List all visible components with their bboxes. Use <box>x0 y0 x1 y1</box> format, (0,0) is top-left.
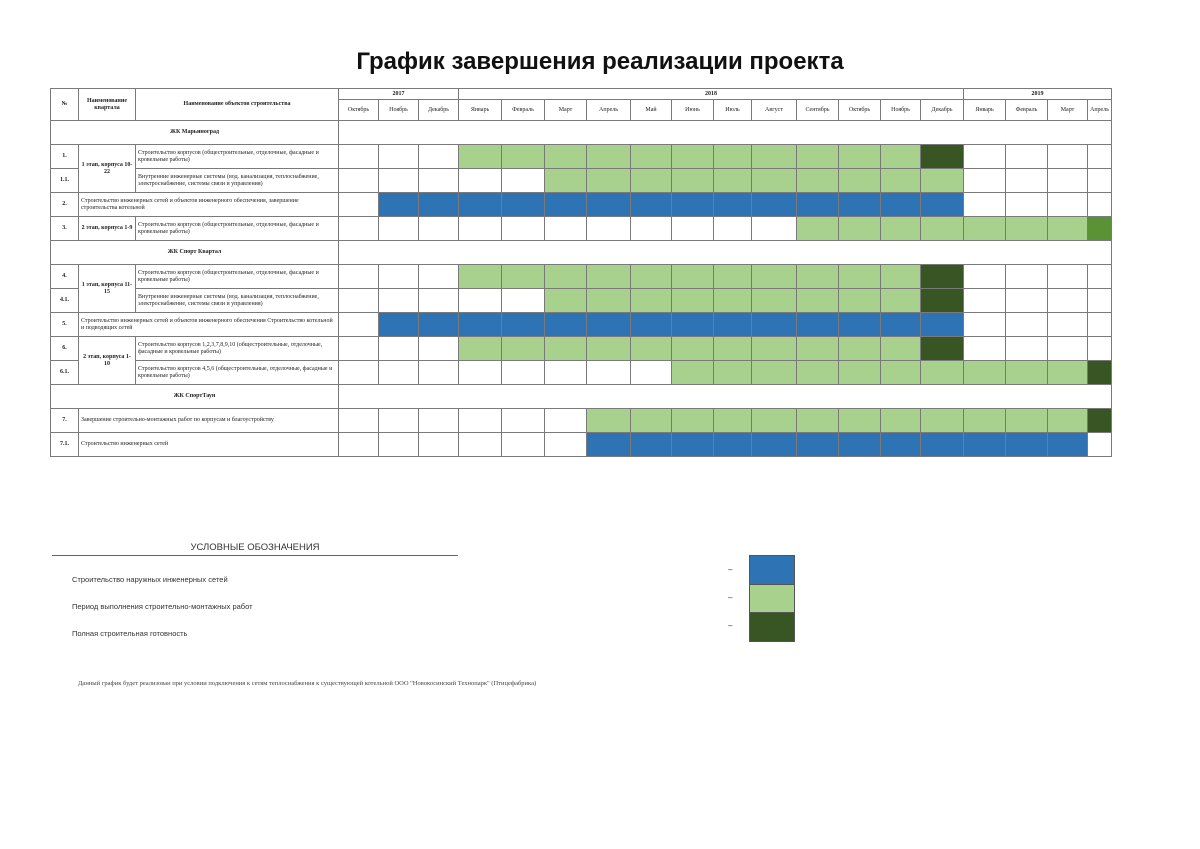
schedule-row <box>51 361 1112 385</box>
gantt-cell-empty <box>339 313 379 337</box>
gantt-cell-empty <box>1088 169 1112 193</box>
row-number: 7. <box>51 409 79 433</box>
schedule-row <box>51 313 1112 337</box>
row-description: Строительство корпусов (общестроительные, отделочные, фасадные и кровельные работы) <box>136 217 339 241</box>
header-month: Май <box>631 100 672 121</box>
gantt-bar-cell <box>881 169 921 193</box>
gantt-bar-cell <box>1006 433 1048 457</box>
gantt-cell-empty <box>339 337 379 361</box>
gantt-cell-empty <box>459 361 502 385</box>
header-month: Декабрь <box>419 100 459 121</box>
row-description: Строительство инженерных сетей и объектов инженерного обеспечения, завершение строительства котельной <box>79 193 339 217</box>
section-row <box>51 385 1112 409</box>
gantt-bar-cell <box>587 313 631 337</box>
gantt-bar-cell <box>714 193 752 217</box>
gantt-bar-cell <box>964 409 1006 433</box>
gantt-bar-cell <box>419 193 459 217</box>
header-month: Октябрь <box>339 100 379 121</box>
gantt-cell-empty <box>379 361 419 385</box>
gantt-cell-empty <box>339 361 379 385</box>
header-month: Март <box>1048 100 1088 121</box>
gantt-cell-empty <box>379 217 419 241</box>
gantt-bar-cell <box>964 433 1006 457</box>
gantt-cell-empty <box>587 217 631 241</box>
gantt-cell-empty <box>1048 145 1088 169</box>
gantt-cell-empty <box>459 289 502 313</box>
gantt-bar-cell <box>752 145 797 169</box>
gantt-bar-cell <box>714 145 752 169</box>
gantt-cell-empty <box>419 265 459 289</box>
gantt-bar-cell <box>752 265 797 289</box>
gantt-bar-cell <box>752 289 797 313</box>
gantt-bar-cell <box>672 409 714 433</box>
gantt-bar-cell <box>881 313 921 337</box>
gantt-bar-cell <box>797 433 839 457</box>
gantt-cell-empty <box>502 361 545 385</box>
gantt-bar-cell <box>714 313 752 337</box>
gantt-bar-cell <box>502 337 545 361</box>
legend-swatch-ready <box>749 612 795 642</box>
header-month: Апрель <box>587 100 631 121</box>
gantt-bar-cell <box>502 193 545 217</box>
gantt-bar-cell <box>839 337 881 361</box>
gantt-bar-cell <box>672 433 714 457</box>
section-spacer <box>339 385 1112 409</box>
header-objects: Наименование объектов строительства <box>136 89 339 121</box>
gantt-cell-empty <box>459 217 502 241</box>
gantt-bar-cell <box>839 361 881 385</box>
row-description: Строительство инженерных сетей <box>79 433 339 457</box>
gantt-bar-cell <box>545 193 587 217</box>
gantt-bar-cell <box>672 193 714 217</box>
gantt-bar-cell <box>881 217 921 241</box>
gantt-bar-cell <box>631 289 672 313</box>
gantt-bar-cell <box>672 361 714 385</box>
gantt-cell-empty <box>379 433 419 457</box>
header-month: Октябрь <box>839 100 881 121</box>
row-number: 2. <box>51 193 79 217</box>
header-month: Июль <box>714 100 752 121</box>
legend-dash-construction: – <box>728 593 733 602</box>
gantt-cell-empty <box>1048 193 1088 217</box>
schedule-row <box>51 217 1112 241</box>
header-month: Ноябрь <box>881 100 921 121</box>
gantt-bar-cell <box>839 217 881 241</box>
row-number: 1. <box>51 145 79 169</box>
gantt-bar-cell <box>502 145 545 169</box>
gantt-bar-cell <box>881 433 921 457</box>
header-year-2018: 2018 <box>459 89 964 100</box>
row-description: Строительство корпусов 4,5,6 (общестроительные, отделочные, фасадные и кровельные работы) <box>136 361 339 385</box>
gantt-cell-empty <box>1088 433 1112 457</box>
gantt-bar-cell <box>631 409 672 433</box>
gantt-cell-empty <box>1048 313 1088 337</box>
gantt-bar-cell <box>881 193 921 217</box>
gantt-bar-cell <box>631 265 672 289</box>
section-row <box>51 241 1112 265</box>
gantt-bar-cell <box>921 409 964 433</box>
gantt-cell-empty <box>545 433 587 457</box>
gantt-bar-cell <box>631 313 672 337</box>
gantt-bar-cell <box>631 337 672 361</box>
gantt-cell-empty <box>339 289 379 313</box>
gantt-bar-cell <box>964 217 1006 241</box>
gantt-bar-cell <box>419 313 459 337</box>
gantt-bar-cell <box>545 289 587 313</box>
gantt-bar-cell <box>1048 433 1088 457</box>
header-year-row <box>51 89 1112 100</box>
gantt-bar-cell <box>797 337 839 361</box>
gantt-bar-cell <box>921 145 964 169</box>
gantt-cell-empty <box>379 409 419 433</box>
row-quarter: 1 этап, корпуса 11-15 <box>79 265 136 313</box>
gantt-bar-cell <box>752 169 797 193</box>
gantt-cell-empty <box>1006 289 1048 313</box>
gantt-bar-cell <box>502 313 545 337</box>
gantt-cell-empty <box>339 265 379 289</box>
gantt-cell-empty <box>1006 313 1048 337</box>
gantt-bar-cell <box>714 361 752 385</box>
gantt-cell-empty <box>379 169 419 193</box>
gantt-cell-empty <box>1088 265 1112 289</box>
gantt-bar-cell <box>459 145 502 169</box>
row-description: Строительство корпусов (общестроительные, отделочные, фасадные и кровельные работы) <box>136 145 339 169</box>
gantt-bar-cell <box>672 313 714 337</box>
header-month: Июнь <box>672 100 714 121</box>
gantt-bar-cell <box>631 193 672 217</box>
gantt-bar-cell <box>839 265 881 289</box>
gantt-bar-cell <box>1006 361 1048 385</box>
gantt-bar-cell <box>714 169 752 193</box>
gantt-bar-cell <box>587 337 631 361</box>
gantt-bar-cell <box>1006 217 1048 241</box>
gantt-cell-empty <box>379 289 419 313</box>
gantt-cell-empty <box>419 217 459 241</box>
row-description: Завершение строительно-монтажных работ по корпусам и благоустройству <box>79 409 339 433</box>
gantt-bar-cell <box>964 361 1006 385</box>
gantt-cell-empty <box>964 145 1006 169</box>
row-description: Строительство корпусов 1,2,3,7,8,9,10 (общестроительные, отделочные, фасадные и кровельные работы) <box>136 337 339 361</box>
gantt-cell-empty <box>419 289 459 313</box>
schedule-row <box>51 433 1112 457</box>
legend-dash-networks: – <box>728 565 733 574</box>
gantt-cell-empty <box>1006 169 1048 193</box>
row-quarter: 2 этап, корпуса 1-10 <box>79 337 136 385</box>
schedule-row <box>51 169 1112 193</box>
gantt-bar-cell <box>752 337 797 361</box>
gantt-bar-cell <box>587 289 631 313</box>
row-number: 5. <box>51 313 79 337</box>
gantt-cell-empty <box>339 217 379 241</box>
row-number: 4.1. <box>51 289 79 313</box>
row-number: 1.1. <box>51 169 79 193</box>
gantt-cell-empty <box>419 361 459 385</box>
gantt-cell-empty <box>502 217 545 241</box>
gantt-bar-cell <box>1048 361 1088 385</box>
gantt-bar-cell <box>797 145 839 169</box>
gantt-cell-empty <box>964 337 1006 361</box>
gantt-cell-empty <box>419 169 459 193</box>
gantt-bar-cell <box>672 337 714 361</box>
gantt-cell-empty <box>1006 265 1048 289</box>
gantt-cell-empty <box>964 265 1006 289</box>
gantt-cell-empty <box>1006 193 1048 217</box>
gantt-bar-cell <box>797 193 839 217</box>
gantt-bar-cell <box>379 193 419 217</box>
schedule-row <box>51 265 1112 289</box>
gantt-bar-cell <box>881 289 921 313</box>
gantt-cell-empty <box>502 409 545 433</box>
gantt-bar-cell <box>459 313 502 337</box>
gantt-bar-cell <box>839 169 881 193</box>
gantt-cell-empty <box>419 145 459 169</box>
gantt-cell-empty <box>587 361 631 385</box>
gantt-cell-empty <box>339 193 379 217</box>
gantt-bar-cell <box>1088 361 1112 385</box>
gantt-cell-empty <box>419 433 459 457</box>
gantt-bar-cell <box>797 217 839 241</box>
gantt-cell-empty <box>339 145 379 169</box>
gantt-cell-empty <box>502 289 545 313</box>
gantt-bar-cell <box>587 409 631 433</box>
gantt-cell-empty <box>1048 337 1088 361</box>
gantt-cell-empty <box>339 169 379 193</box>
row-description: Строительство корпусов (общестроительные, отделочные, фасадные и кровельные работы) <box>136 265 339 289</box>
gantt-cell-empty <box>752 217 797 241</box>
gantt-bar-cell <box>1088 217 1112 241</box>
gantt-bar-cell <box>797 289 839 313</box>
gantt-cell-empty <box>1048 265 1088 289</box>
gantt-bar-cell <box>797 361 839 385</box>
gantt-bar-cell <box>672 289 714 313</box>
gantt-cell-empty <box>1088 337 1112 361</box>
gantt-bar-cell <box>921 265 964 289</box>
section-title: ЖК СпортТаун <box>51 385 339 409</box>
gantt-cell-empty <box>379 145 419 169</box>
gantt-bar-cell <box>921 217 964 241</box>
gantt-cell-empty <box>631 361 672 385</box>
gantt-cell-empty <box>1048 289 1088 313</box>
gantt-bar-cell <box>921 361 964 385</box>
gantt-cell-empty <box>964 313 1006 337</box>
gantt-bar-cell <box>921 193 964 217</box>
gantt-bar-cell <box>881 361 921 385</box>
gantt-cell-empty <box>964 169 1006 193</box>
row-quarter: 1 этап, корпуса 10-22 <box>79 145 136 193</box>
schedule-row <box>51 337 1112 361</box>
row-number: 3. <box>51 217 79 241</box>
legend-label-networks: Строительство наружных инженерных сетей <box>72 575 228 584</box>
gantt-bar-cell <box>587 265 631 289</box>
section-title: ЖК Марьиноград <box>51 121 339 145</box>
gantt-bar-cell <box>921 169 964 193</box>
gantt-cell-empty <box>459 409 502 433</box>
gantt-bar-cell <box>587 169 631 193</box>
gantt-cell-empty <box>964 289 1006 313</box>
gantt-bar-cell <box>672 145 714 169</box>
gantt-bar-cell <box>545 169 587 193</box>
gantt-cell-empty <box>1048 169 1088 193</box>
gantt-bar-cell <box>631 145 672 169</box>
legend-dash-ready: – <box>728 621 733 630</box>
gantt-bar-cell <box>839 433 881 457</box>
row-description: Внутренние инженерные системы (вод. канализация, теплоснабжение, электроснабжение, системы связи и управления) <box>136 169 339 193</box>
row-number: 6.1. <box>51 361 79 385</box>
gantt-bar-cell <box>545 337 587 361</box>
gantt-bar-cell <box>881 265 921 289</box>
gantt-cell-empty <box>502 169 545 193</box>
schedule-row <box>51 409 1112 433</box>
gantt-bar-cell <box>714 265 752 289</box>
gantt-bar-cell <box>1048 409 1088 433</box>
gantt-bar-cell <box>714 337 752 361</box>
gantt-bar-cell <box>797 169 839 193</box>
header-month: Декабрь <box>921 100 964 121</box>
gantt-bar-cell <box>1088 409 1112 433</box>
row-number: 7.1. <box>51 433 79 457</box>
gantt-bar-cell <box>921 433 964 457</box>
gantt-bar-cell <box>587 145 631 169</box>
gantt-cell-empty <box>1088 289 1112 313</box>
legend-title: УСЛОВНЫЕ ОБОЗНАЧЕНИЯ <box>52 542 458 556</box>
gantt-bar-cell <box>459 265 502 289</box>
gantt-bar-cell <box>839 409 881 433</box>
row-quarter: 2 этап, корпуса 1-9 <box>79 217 136 241</box>
gantt-bar-cell <box>714 409 752 433</box>
gantt-schedule-table <box>50 88 1112 457</box>
gantt-cell-empty <box>339 433 379 457</box>
gantt-bar-cell <box>839 289 881 313</box>
header-month: Февраль <box>502 100 545 121</box>
gantt-bar-cell <box>587 433 631 457</box>
legend-label-construction: Период выполнения строительно-монтажных работ <box>72 602 253 611</box>
schedule-row <box>51 289 1112 313</box>
gantt-cell-empty <box>1006 145 1048 169</box>
gantt-bar-cell <box>752 193 797 217</box>
page-title: График завершения реализации проекта <box>356 48 844 75</box>
gantt-cell-empty <box>502 433 545 457</box>
section-spacer <box>339 241 1112 265</box>
gantt-cell-empty <box>419 409 459 433</box>
gantt-bar-cell <box>502 265 545 289</box>
gantt-bar-cell <box>459 337 502 361</box>
schedule-row <box>51 145 1112 169</box>
gantt-cell-empty <box>459 433 502 457</box>
gantt-cell-empty <box>1006 337 1048 361</box>
gantt-cell-empty <box>631 217 672 241</box>
gantt-bar-cell <box>1006 409 1048 433</box>
gantt-bar-cell <box>1048 217 1088 241</box>
gantt-bar-cell <box>881 337 921 361</box>
gantt-bar-cell <box>921 337 964 361</box>
header-month: Ноябрь <box>379 100 419 121</box>
gantt-bar-cell <box>881 145 921 169</box>
gantt-bar-cell <box>587 193 631 217</box>
header-month: Январь <box>459 100 502 121</box>
legend-label-ready: Полная строительная готовность <box>72 629 188 638</box>
gantt-bar-cell <box>672 265 714 289</box>
gantt-bar-cell <box>752 433 797 457</box>
gantt-bar-cell <box>797 265 839 289</box>
footnote: Данный график будет реализован при условии подключения к сетям теплоснабжения к существующей котельной ООО "Новокосинский Технопарк" (Птицефабрика) <box>78 680 537 687</box>
header-year-2017: 2017 <box>339 89 459 100</box>
gantt-bar-cell <box>545 313 587 337</box>
header-month: Апрель <box>1088 100 1112 121</box>
gantt-cell-empty <box>545 361 587 385</box>
row-number: 4. <box>51 265 79 289</box>
gantt-cell-empty <box>545 217 587 241</box>
gantt-bar-cell <box>752 361 797 385</box>
gantt-bar-cell <box>631 169 672 193</box>
gantt-cell-empty <box>379 337 419 361</box>
gantt-bar-cell <box>839 193 881 217</box>
gantt-bar-cell <box>839 145 881 169</box>
gantt-bar-cell <box>545 265 587 289</box>
gantt-bar-cell <box>797 313 839 337</box>
gantt-bar-cell <box>839 313 881 337</box>
gantt-bar-cell <box>545 145 587 169</box>
gantt-cell-empty <box>459 169 502 193</box>
gantt-bar-cell <box>921 313 964 337</box>
section-spacer <box>339 121 1112 145</box>
row-description: Внутренние инженерные системы (вод. канализация, теплоснабжение, электроснабжение, системы связи и управления) <box>136 289 339 313</box>
schedule-row <box>51 193 1112 217</box>
gantt-bar-cell <box>714 289 752 313</box>
header-month: Январь <box>964 100 1006 121</box>
gantt-bar-cell <box>672 169 714 193</box>
header-year-2019: 2019 <box>964 89 1112 100</box>
gantt-bar-cell <box>752 409 797 433</box>
gantt-cell-empty <box>672 217 714 241</box>
row-number: 6. <box>51 337 79 361</box>
gantt-bar-cell <box>921 289 964 313</box>
legend-swatch-construction <box>749 584 795 614</box>
header-month: Февраль <box>1006 100 1048 121</box>
gantt-bar-cell <box>459 193 502 217</box>
gantt-bar-cell <box>714 433 752 457</box>
gantt-bar-cell <box>379 313 419 337</box>
header-num: № <box>51 89 79 121</box>
gantt-bar-cell <box>881 409 921 433</box>
header-quarter: Наименование квартала <box>79 89 136 121</box>
gantt-cell-empty <box>419 337 459 361</box>
legend-swatch-networks <box>749 555 795 585</box>
section-title: ЖК Спорт Квартал <box>51 241 339 265</box>
gantt-cell-empty <box>379 265 419 289</box>
gantt-cell-empty <box>964 193 1006 217</box>
gantt-cell-empty <box>339 409 379 433</box>
gantt-cell-empty <box>545 409 587 433</box>
header-month: Август <box>752 100 797 121</box>
gantt-cell-empty <box>1088 145 1112 169</box>
gantt-cell-empty <box>1088 193 1112 217</box>
header-month: Сентябрь <box>797 100 839 121</box>
gantt-cell-empty <box>1088 313 1112 337</box>
header-month: Март <box>545 100 587 121</box>
gantt-cell-empty <box>714 217 752 241</box>
gantt-bar-cell <box>631 433 672 457</box>
gantt-bar-cell <box>752 313 797 337</box>
section-row <box>51 121 1112 145</box>
row-description: Строительство инженерных сетей и объектов инженерного обеспечения Строительство котельной и подводящих сетей <box>79 313 339 337</box>
gantt-bar-cell <box>797 409 839 433</box>
